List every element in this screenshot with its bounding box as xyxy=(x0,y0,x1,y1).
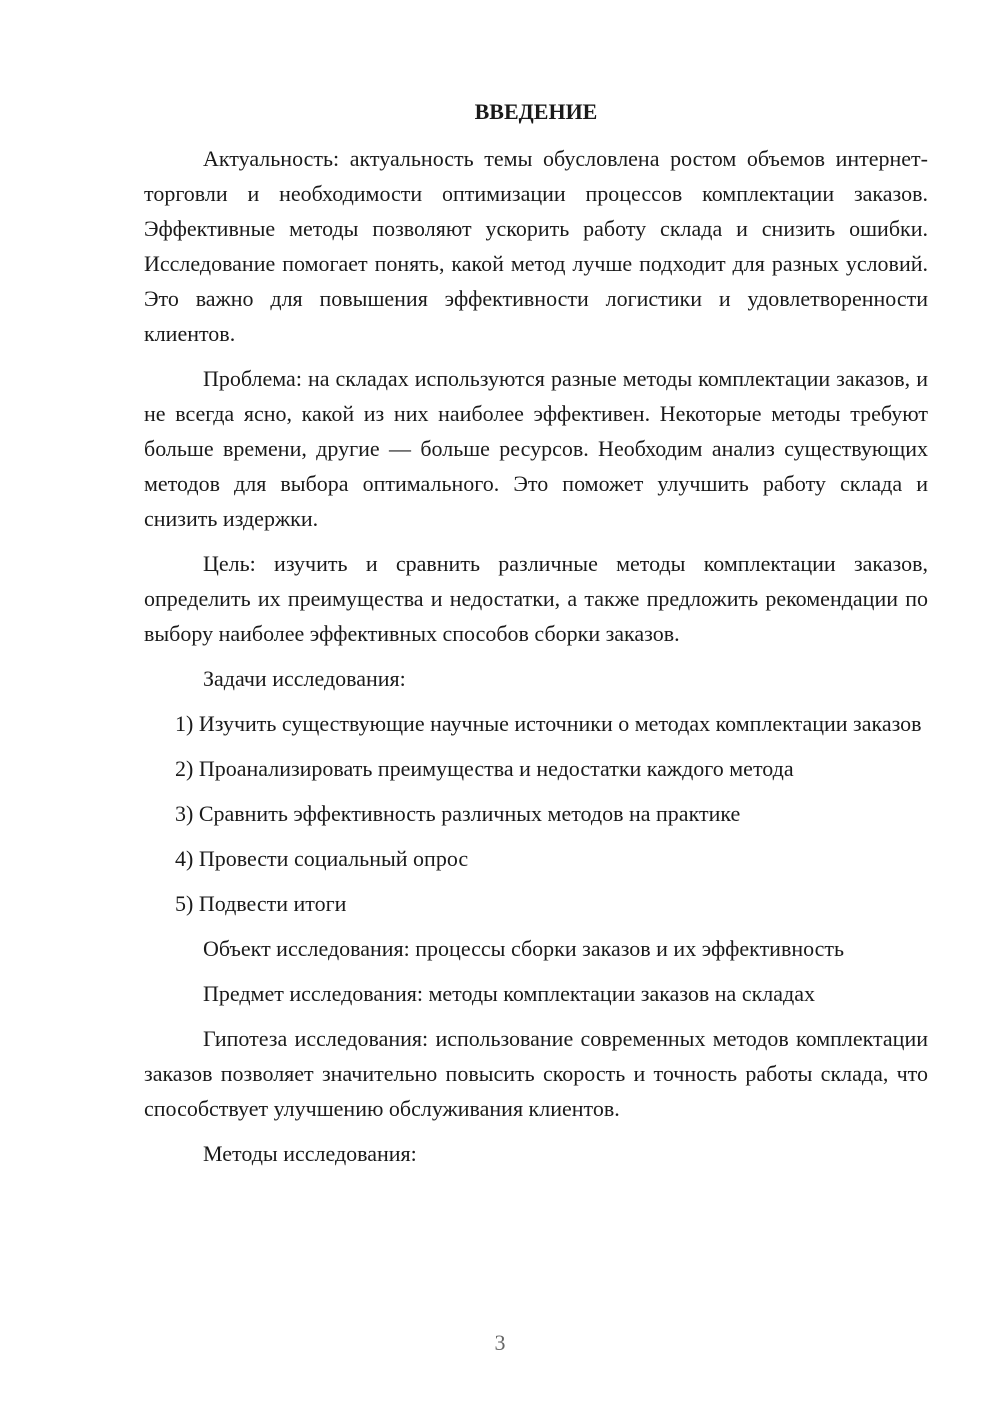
tasks-list xyxy=(144,706,928,921)
subject-paragraph: Предмет исследования: методы комплектации заказов на складах xyxy=(203,981,815,1006)
section-title: ВВЕДЕНИЕ xyxy=(474,99,598,124)
object-paragraph: Объект исследования: процессы сборки заказов и их эффективность xyxy=(203,936,845,961)
list-item: 4) Провести социальный опрос xyxy=(175,846,469,871)
page-number: 3 xyxy=(494,1330,506,1355)
list-item: 1) Изучить существующие научные источники о методах комплектации заказов xyxy=(175,711,922,736)
list-item: 2) Проанализировать преимущества и недостатки каждого метода xyxy=(175,756,794,781)
list-item: 5) Подвести итоги xyxy=(175,891,347,916)
problem-paragraph: Проблема: на складах используются разные методы комплектации заказов, и не всегда ясно, какой из них наиболее эффективен. Некоторые методы требуют больше времени, другие — больше ресурсов. Необходим анализ существующих методов для выбора оптимального. Это поможет улучшить работу склада и снизить издержки. xyxy=(144,366,928,531)
page-content xyxy=(144,94,928,1181)
tasks-heading: Задачи исследования: xyxy=(203,666,406,691)
list-item: 3) Сравнить эффективность различных методов на практике xyxy=(175,801,741,826)
goal-paragraph: Цель: изучить и сравнить различные методы комплектации заказов, определить их преимущества и недостатки, а также предложить рекомендации по выбору наиболее эффективных способов сборки заказов. xyxy=(144,551,928,646)
relevance-paragraph: Актуальность: актуальность темы обусловлена ростом объемов интернет-торговли и необходимости оптимизации процессов комплектации заказов. Эффективные методы позволяют ускорить работу склада и снизить ошибки. Исследование помогает понять, какой метод лучше подходит для разных условий. Это важно для повышения эффективности логистики и удовлетворенности клиентов. xyxy=(144,146,928,346)
methods-heading: Методы исследования: xyxy=(203,1141,417,1166)
hypothesis-paragraph: Гипотеза исследования: использование современных методов комплектации заказов позволяет значительно повысить скорость и точность работы склада, что способствует улучшению обслуживания клиентов. xyxy=(144,1026,928,1121)
